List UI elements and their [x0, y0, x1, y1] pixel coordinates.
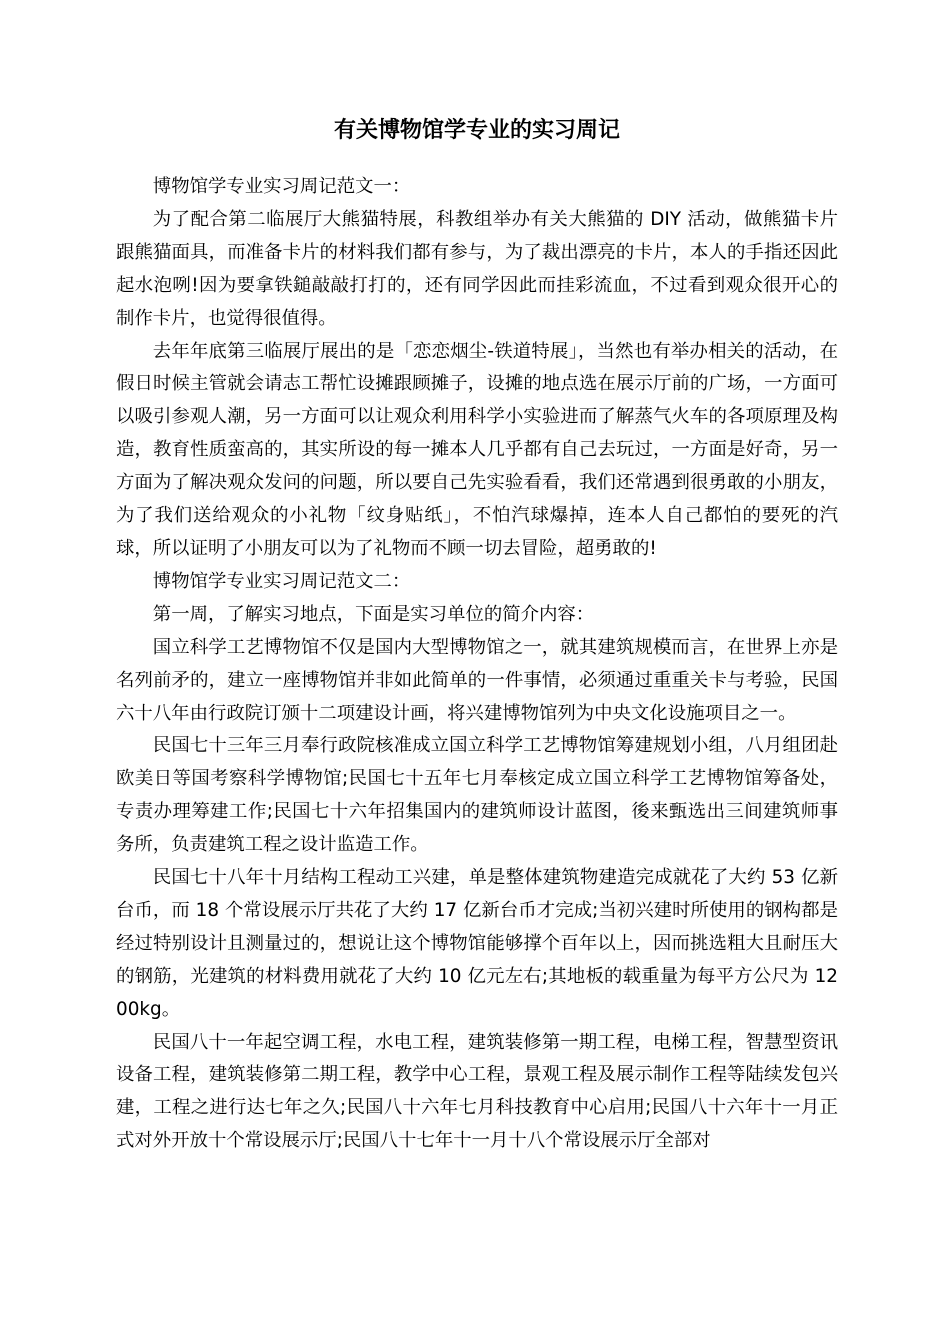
- heading-sample-two: 博物馆学专业实习周记范文二：: [152, 570, 411, 592]
- paragraph-museum-intro: 国立科学工艺博物馆不仅是国内大型博物馆之一，就其建筑规模而言，在世界上亦是名列前矛的，建立一座博物馆并非如此简单的一件事情，必须通过重重关卡与考验，民国六十八年由行政院订颁十二项建设计画，将兴建博物馆列为中央文化设施项目之一。: [116, 636, 838, 724]
- paragraph-construction-cost: 民国七十八年十月结构工程动工兴建，单是整体建筑物建造完成就花了大约 53 亿新台币，而 18 个常设展示厅共花了大约 17 亿新台币才完成;当初兴建时所使用的钢构都是经过特别设计且测量过的，想说让这个博物馆能够撑个百年以上，因而挑选粗大且耐压大的钢筋，光建筑的材料费用就花了大约 10 亿元左右;其地板的载重量为每平方公尺为 1200kg。: [116, 867, 838, 1020]
- paragraph-week-one: 第一周，了解实习地点，下面是实习单位的简介内容：: [152, 603, 595, 625]
- document-body: [116, 171, 838, 1158]
- paragraph-railway-exhibition: 去年年底第三临展厅展出的是「恋恋烟尘-铁道特展」，当然也有举办相关的活动，在假日时候主管就会请志工帮忙设摊跟顾摊子，设摊的地点选在展示厅前的广场，一方面可以吸引参观人潮，另一方面可以让观众利用科学小实验进而了解蒸气火车的各项原理及构造，教育性质蛮高的，其实所设的每一摊本人几乎都有自己去玩过，一方面是好奇，另一方面为了解决观众发问的问题，所以要自己先实验看看，我们还常遇到很勇敢的小朋友，为了我们送给观众的小礼物「纹身贴纸」，不怕汽球爆掉，连本人自己都怕的要死的汽球，所以证明了小朋友可以为了礼物而不顾一切去冒险，超勇敢的!: [116, 340, 838, 559]
- paragraph-panda-activity: 为了配合第二临展厅大熊猫特展，科教组举办有关大熊猫的 DIY 活动，做熊猫卡片跟熊猫面具，而准备卡片的材料我们都有参与，为了裁出漂亮的卡片，本人的手指还因此起水泡咧!因为要拿铁鎚敲敲打打的，还有同学因此而挂彩流血，不过看到观众很开心的制作卡片，也觉得很值得。: [116, 208, 838, 329]
- heading-sample-one: 博物馆学专业实习周记范文一：: [152, 176, 411, 197]
- paragraph-construction-phases: 民国八十一年起空调工程，水电工程，建筑装修第一期工程，电梯工程，智慧型资讯设备工程，建筑装修第二期工程，教学中心工程，景观工程及展示制作工程等陆续发包兴建，工程之进行达七年之久;民国八十六年七月科技教育中心启用;民国八十六年十一月正式对外开放十个常设展示厅;民国八十七年十一月十八个常设展示厅全部对: [116, 1031, 838, 1152]
- paragraph-planning-history: 民国七十三年三月奉行政院核准成立国立科学工艺博物馆筹建规划小组，八月组团赴欧美日等国考察科学博物馆;民国七十五年七月奉核定成立国立科学工艺博物馆筹备处，专责办理筹建工作;民国七十六年招集国内的建筑师设计蓝图，後来甄选出三间建筑师事务所，负责建筑工程之设计监造工作。: [116, 735, 838, 856]
- document-title: 有关博物馆学专业的实习周记: [333, 118, 620, 143]
